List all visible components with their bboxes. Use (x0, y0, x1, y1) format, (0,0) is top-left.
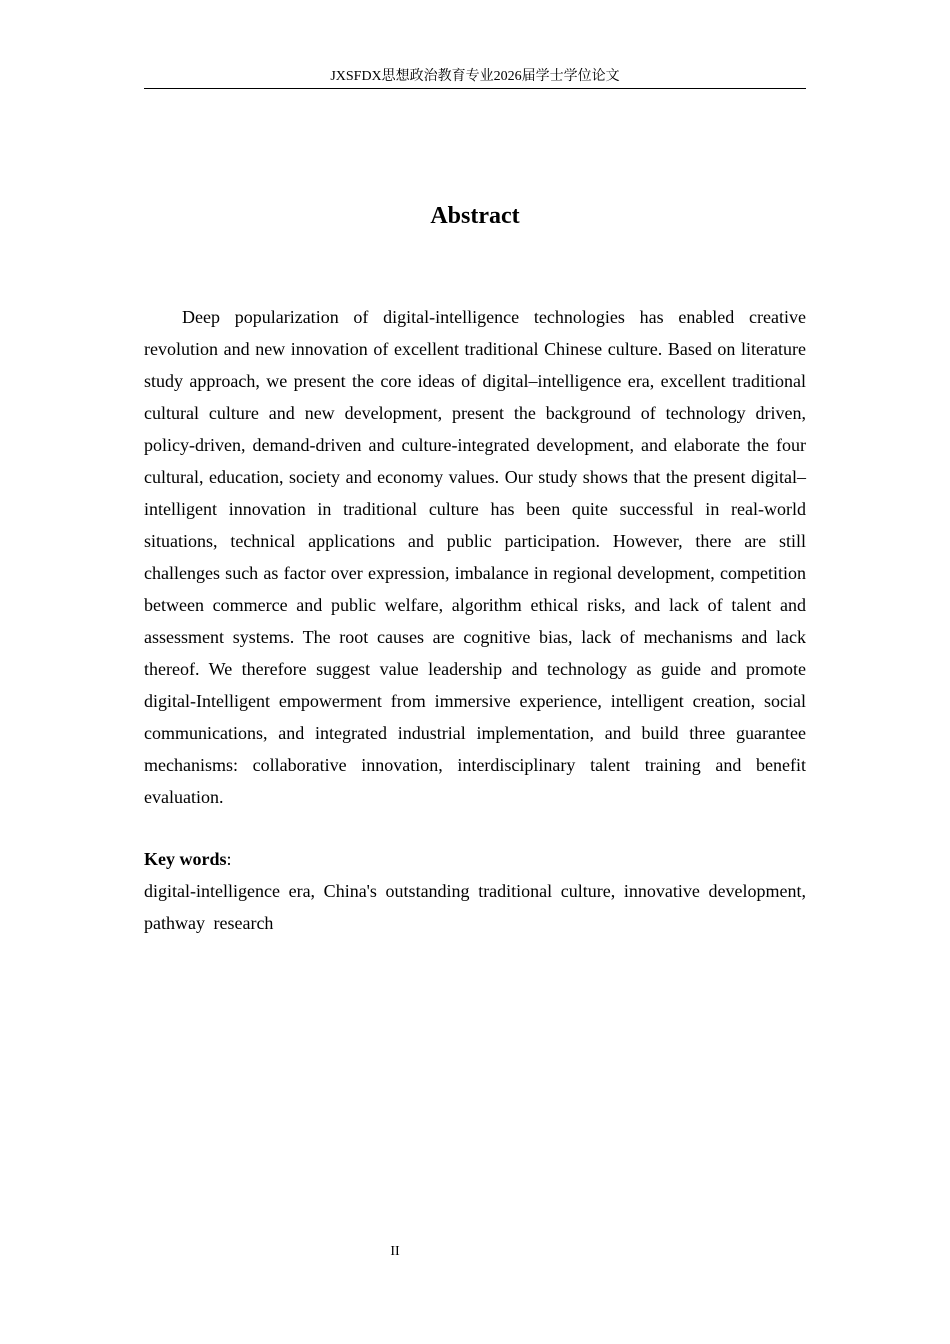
keywords-text: digital-intelligence era, China's outstanding traditional culture, innovative development, pathway research (144, 881, 806, 933)
header-divider (144, 88, 806, 89)
running-header: JXSFDX思想政治教育专业2026届学士学位论文 (330, 69, 620, 84)
keywords-heading (144, 843, 806, 875)
keywords-label: Key words (144, 849, 227, 869)
abstract-title: Abstract (430, 203, 520, 229)
keywords-separator: : (226, 849, 232, 869)
page-number: II (390, 1244, 400, 1259)
abstract-body: Deep popularization of digital-intelligence technologies has enabled creative revolution and new innovation of excellent traditional Chinese culture. Based on literature study approach, we present the core ideas of digital–intelligence era, excellent traditional cultural culture and new development, present the background of technology driven, policy-driven, demand-driven and culture-integrated development, and elaborate the four cultural, education, society and economy values. Our study shows that the present digital–intelligent innovation in traditional culture has been quite successful in real-world situations, technical applications and public participation. However, there are still challenges such as factor over expression, imbalance in regional development, competition between commerce and public welfare, algorithm ethical risks, and lack of talent and assessment systems. The root causes are cognitive bias, lack of mechanisms and lack thereof. We therefore suggest value leadership and technology as guide and promote digital-Intelligent empowerment from immersive experience, intelligent creation, social communications, and integrated industrial implementation, and build three guarantee mechanisms: collaborative innovation, interdisciplinary talent training and benefit evaluation. (144, 307, 806, 807)
